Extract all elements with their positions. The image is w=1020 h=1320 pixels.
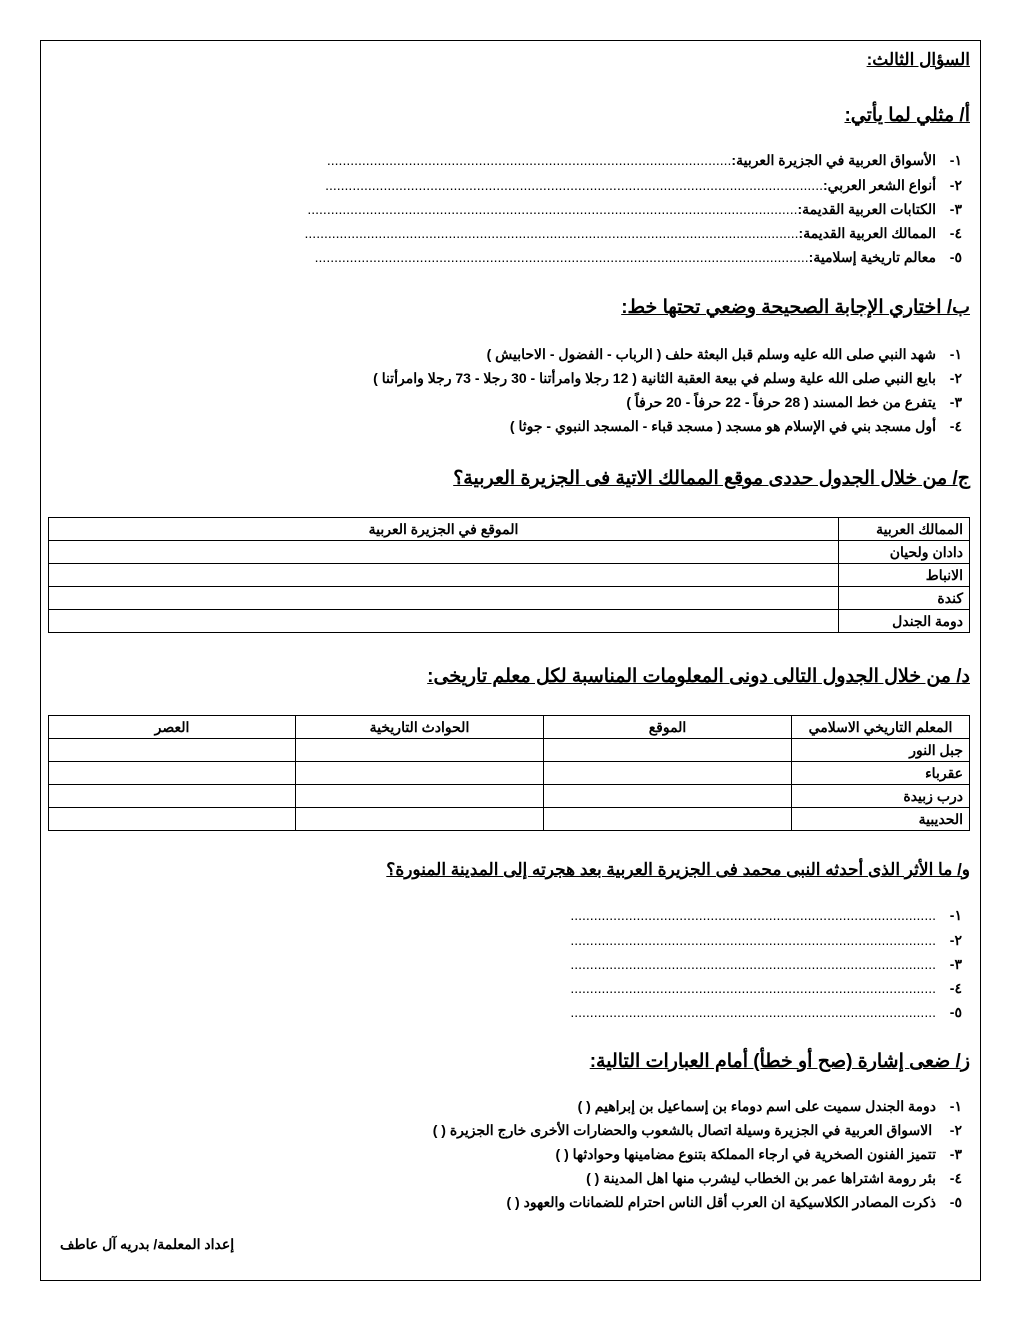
- answer-cell[interactable]: [296, 785, 544, 808]
- answer-cell[interactable]: [49, 739, 296, 762]
- item-number: ٤-: [949, 418, 962, 434]
- item-text: تتميز الفنون الصخرية في ارجاء المملكة بتنوع مضامينها وحوادثها ( ): [555, 1146, 936, 1162]
- landmark-name: درب زبيدة: [792, 785, 970, 808]
- list-item: [510, 418, 962, 435]
- item-number: ٣-: [949, 394, 962, 410]
- item-text: الممالك العربية القديمة:: [798, 225, 936, 241]
- table-header: الموقع: [544, 716, 792, 739]
- table-header: المعلم التاريخي الاسلامي: [792, 716, 970, 739]
- teacher-credit: إعداد المعلمة/ بدريه آل عاطف: [60, 1236, 235, 1252]
- kingdom-name: كندة: [839, 587, 970, 610]
- item-number: ٢-: [949, 1122, 962, 1138]
- landmarks-table: [48, 715, 970, 831]
- list-item: [307, 201, 962, 218]
- section-e-heading: و/ ما الأثر الذى أحدثه النبى محمد فى الجزيرة العربية بعد هجرته إلى المدينة المنورة؟: [386, 860, 970, 879]
- list-item: [578, 1098, 962, 1115]
- list-item: [373, 370, 962, 387]
- item-number: ٤-: [949, 980, 962, 996]
- item-text: ذكرت المصادر الكلاسيكية ان العرب أقل الناس احترام للضمانات والعهود ( ): [506, 1194, 936, 1210]
- location-cell[interactable]: [49, 587, 839, 610]
- table-row: [49, 564, 970, 587]
- item-number: ١-: [949, 1098, 962, 1114]
- table-header: العصر: [49, 716, 296, 739]
- section-a-heading: أ/ مثلي لما يأتي:: [844, 105, 970, 126]
- answer-blank[interactable]: ..............................................................................................: [570, 907, 936, 923]
- item-text: أنواع الشعر العربي:: [822, 177, 936, 193]
- answer-cell[interactable]: [49, 785, 296, 808]
- kingdoms-table: [48, 517, 970, 633]
- list-item: [586, 1170, 962, 1187]
- answer-cell[interactable]: [49, 808, 296, 831]
- section-c-heading: ج/ من خلال الجدول حددى موقع الممالك الاتية فى الجزيرة العربية؟: [453, 468, 970, 489]
- landmark-name: عقرباء: [792, 762, 970, 785]
- list-item: [570, 956, 962, 973]
- answer-cell[interactable]: [296, 808, 544, 831]
- item-text: دومة الجندل سميت على اسم دوماء بن إسماعيل بن إبراهيم ( ): [577, 1098, 936, 1114]
- list-item: [325, 177, 962, 194]
- kingdom-name: الانباط: [839, 564, 970, 587]
- list-item: [327, 152, 962, 169]
- table-row: [49, 762, 970, 785]
- item-number: ٥-: [949, 249, 962, 265]
- list-item: [626, 394, 962, 411]
- answer-blank[interactable]: ................................................................................................................................: [325, 177, 823, 193]
- item-number: ٤-: [949, 1170, 962, 1186]
- table-row: [49, 541, 970, 564]
- list-item: [570, 1004, 962, 1021]
- answer-blank[interactable]: ..............................................................................................: [570, 932, 936, 948]
- list-item: [305, 225, 962, 242]
- item-number: ٢-: [949, 932, 962, 948]
- table-row: [49, 785, 970, 808]
- item-text: الكتابات العربية القديمة:: [797, 201, 936, 217]
- item-text: بايع النبي صلى الله علية وسلم في بيعة العقبة الثانية ( 12 رجلا وامرأتنا - 30 رجلا - 73 رجلا وامرأتنا ): [373, 370, 936, 386]
- item-text: الاسواق العربية في الجزيرة وسيلة اتصال بالشعوب والحضارات الأخرى خارج الجزيرة ( ): [432, 1122, 936, 1138]
- table-row: [49, 808, 970, 831]
- item-number: ٤-: [949, 225, 962, 241]
- answer-blank[interactable]: ...............................................................................................................................: [304, 225, 799, 241]
- table-header: الممالك العربية: [839, 518, 970, 541]
- list-item: [506, 1194, 962, 1211]
- answer-blank[interactable]: ........................................................................................................: [326, 152, 732, 168]
- item-text: بئر رومة اشتراها عمر بن الخطاب ليشرب منها اهل المدينة ( ): [586, 1170, 936, 1186]
- landmark-name: الحديبية: [792, 808, 970, 831]
- table-row: [49, 587, 970, 610]
- table-header: الموقع في الجزيرة العربية: [49, 518, 839, 541]
- item-number: ٣-: [949, 956, 962, 972]
- question-title: السؤال الثالث:: [866, 50, 970, 69]
- answer-cell[interactable]: [296, 762, 544, 785]
- answer-blank[interactable]: ..............................................................................................: [570, 980, 936, 996]
- location-cell[interactable]: [49, 564, 839, 587]
- answer-blank[interactable]: ..............................................................................................: [570, 956, 936, 972]
- item-text: أول مسجد بني في الإسلام هو مسجد ( مسجد قباء - المسجد النبوي - جوثا ): [509, 418, 936, 434]
- item-number: ١-: [949, 907, 962, 923]
- answer-cell[interactable]: [544, 739, 792, 762]
- section-f-heading: ز/ ضعى إشارة (صح أو خطأ) أمام العبارات التالية:: [589, 1051, 970, 1072]
- answer-cell[interactable]: [296, 739, 544, 762]
- table-row: [49, 739, 970, 762]
- section-d-heading: د/ من خلال الجدول التالى دونى المعلومات المناسبة لكل معلم تاريخى:: [427, 666, 970, 687]
- item-text: يتفرع من خط المسند ( 28 حرفاً - 22 حرفاً - 20 حرفاً ): [626, 394, 936, 410]
- item-text: الأسواق العربية في الجزيرة العربية:: [731, 152, 936, 168]
- table-row: [49, 610, 970, 633]
- item-number: ١-: [949, 346, 962, 362]
- item-number: ٢-: [949, 370, 962, 386]
- answer-blank[interactable]: ..............................................................................................................................: [307, 201, 798, 217]
- item-number: ٣-: [949, 201, 962, 217]
- answer-blank[interactable]: ...............................................................................................................................: [314, 249, 809, 265]
- answer-cell[interactable]: [544, 785, 792, 808]
- answer-blank[interactable]: ..............................................................................................: [570, 1004, 936, 1020]
- kingdom-name: دومة الجندل: [839, 610, 970, 633]
- list-item: [570, 980, 962, 997]
- location-cell[interactable]: [49, 610, 839, 633]
- list-item: [433, 1122, 962, 1139]
- item-text: شهد النبي صلى الله عليه وسلم قبل البعثة حلف ( الرباب - الفضول - الاحابيش ): [486, 346, 936, 362]
- item-number: ٥-: [949, 1004, 962, 1020]
- list-item: [556, 1146, 962, 1163]
- location-cell[interactable]: [49, 541, 839, 564]
- list-item: [487, 346, 962, 363]
- list-item: [570, 932, 962, 949]
- answer-cell[interactable]: [544, 762, 792, 785]
- item-number: ٢-: [949, 177, 962, 193]
- item-number: ٣-: [949, 1146, 962, 1162]
- list-item: [570, 907, 962, 924]
- section-b-heading: ب/ اختاري الإجابة الصحيحة وضعي تحتها خط:: [621, 297, 970, 318]
- item-number: ١-: [949, 152, 962, 168]
- list-item: [315, 249, 962, 266]
- landmark-name: جبل النور: [792, 739, 970, 762]
- item-number: ٥-: [949, 1194, 962, 1210]
- kingdom-name: دادان ولحيان: [839, 541, 970, 564]
- table-header: الحوادث التاريخية: [296, 716, 544, 739]
- answer-cell[interactable]: [544, 808, 792, 831]
- answer-cell[interactable]: [49, 762, 296, 785]
- item-text: معالم تاريخية إسلامية:: [808, 249, 936, 265]
